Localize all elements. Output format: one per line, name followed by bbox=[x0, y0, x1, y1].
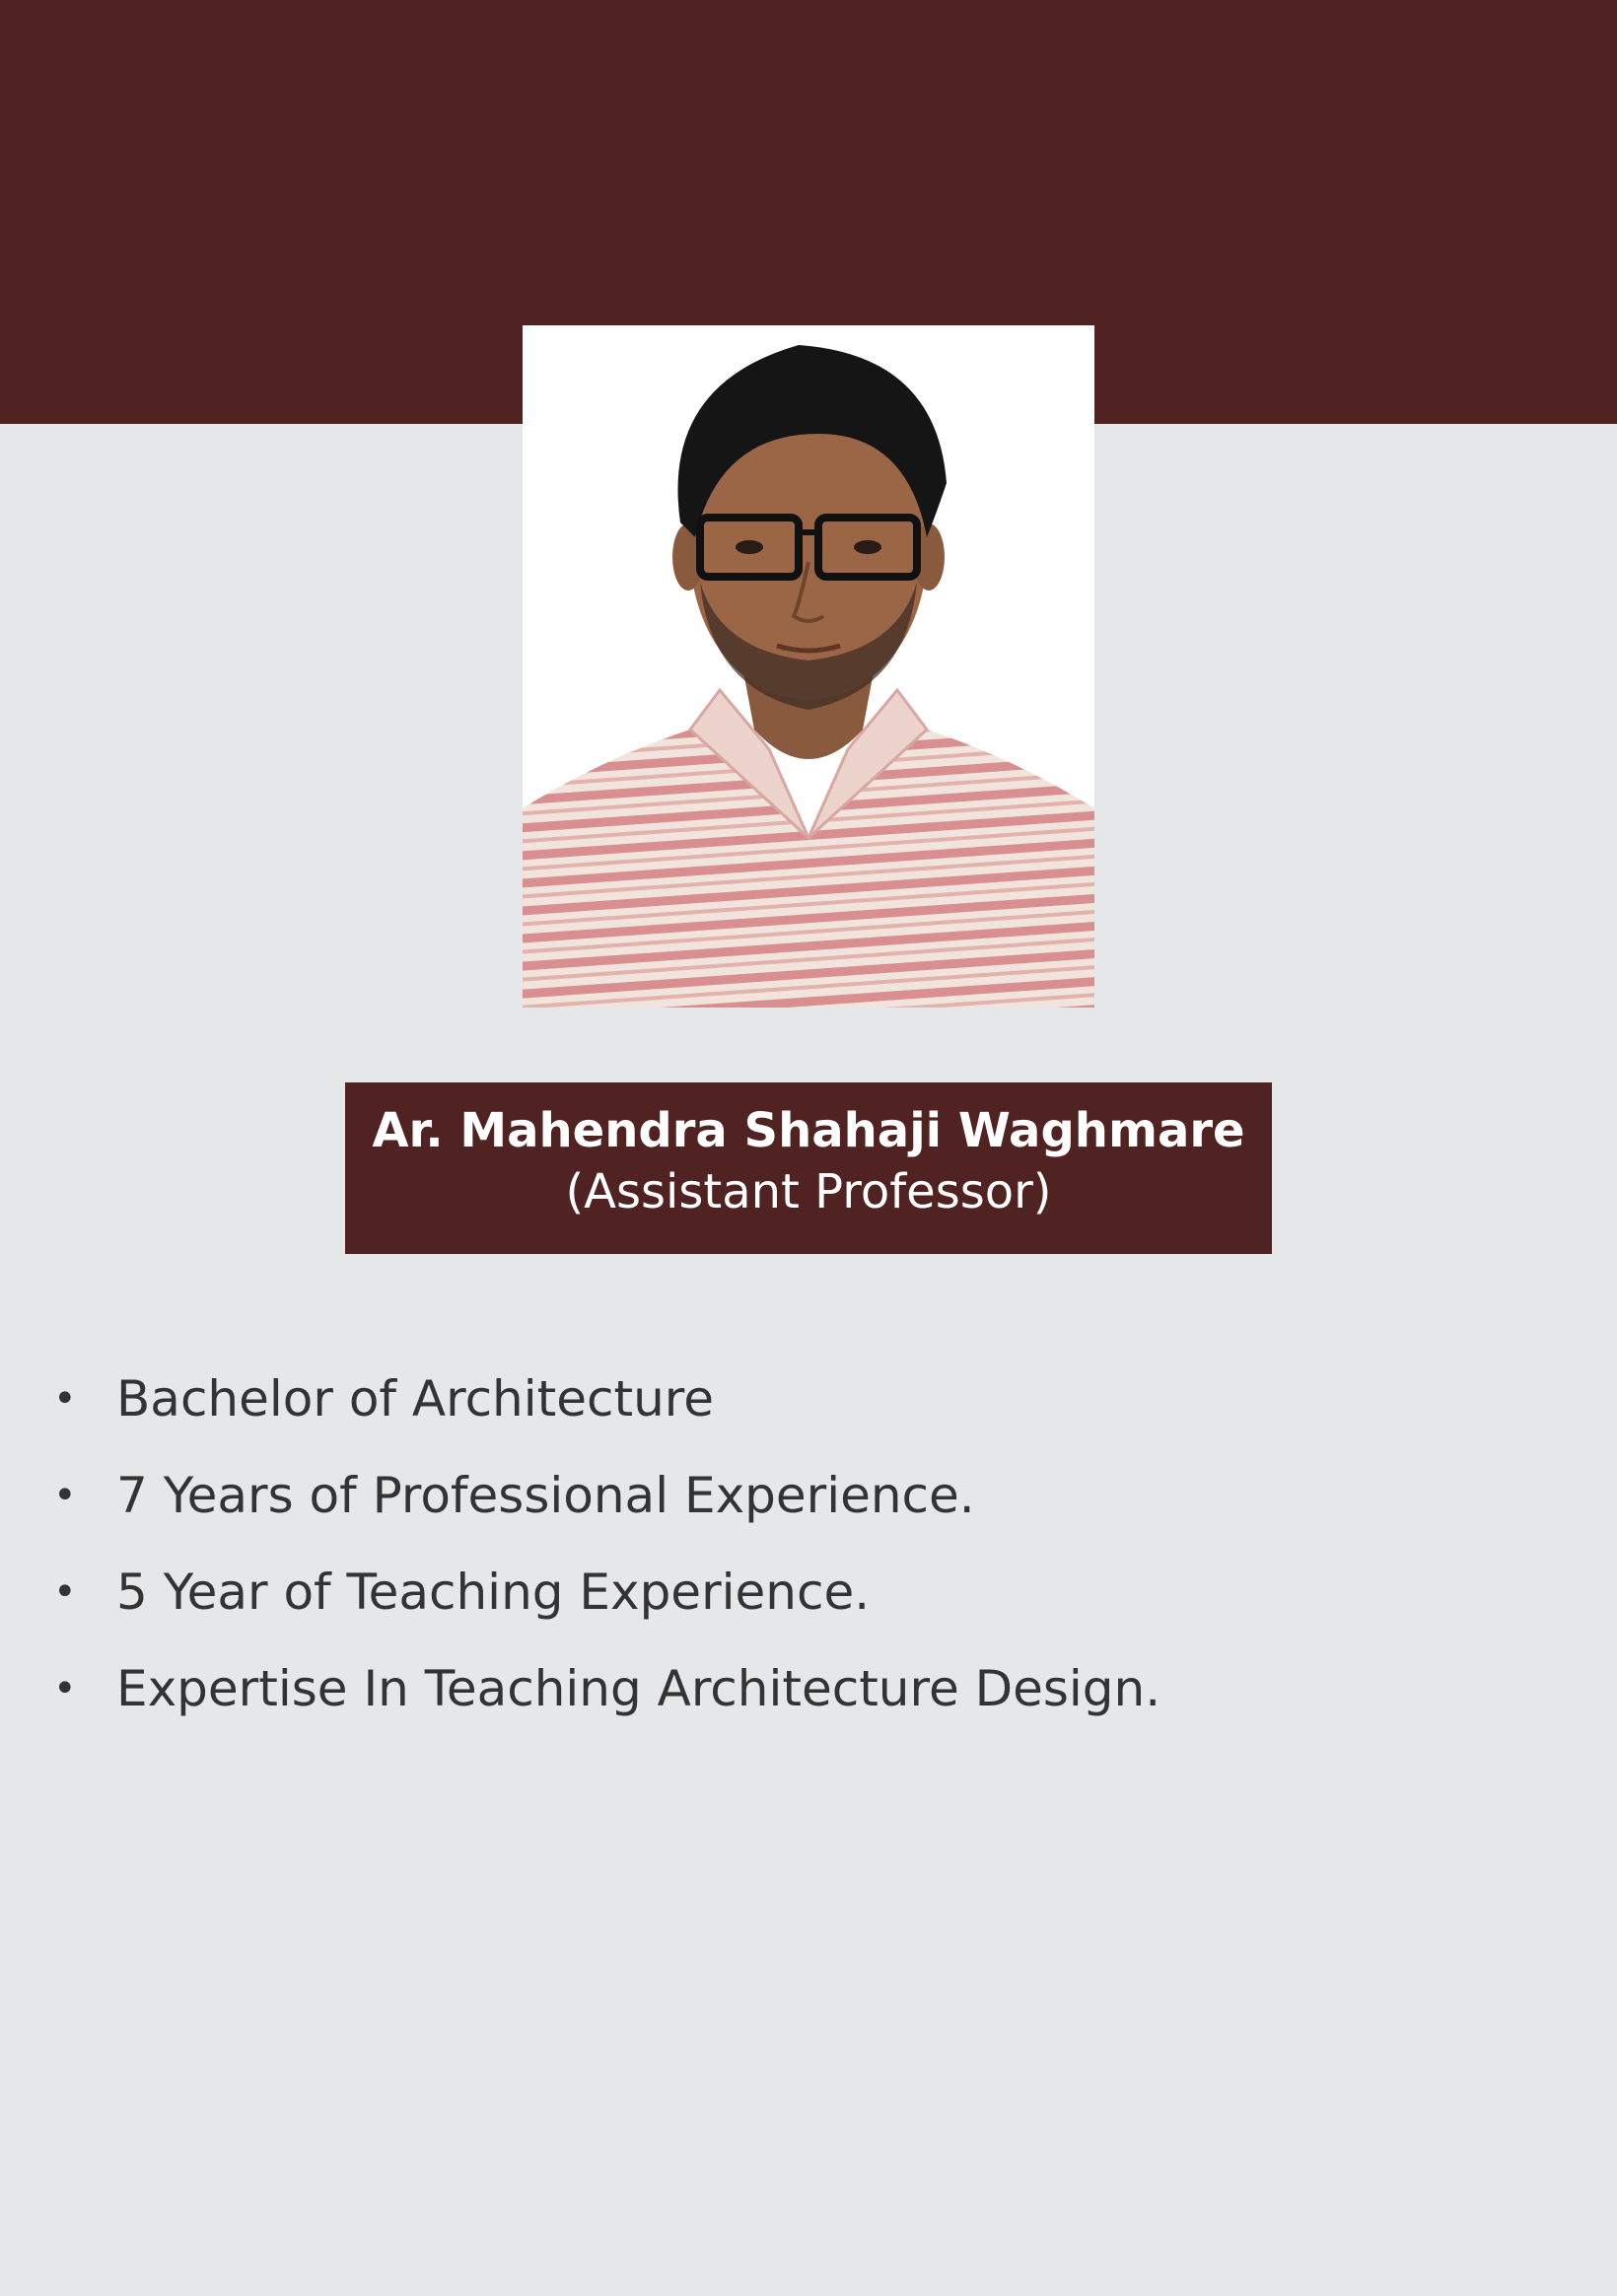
bullet-icon: • bbox=[53, 1376, 77, 1422]
faculty-name: Ar. Mahendra Shahaji Waghmare bbox=[372, 1103, 1245, 1158]
bullet-icon: • bbox=[53, 1473, 77, 1518]
bullet-icon: • bbox=[53, 1666, 77, 1711]
qualifications-list bbox=[53, 1351, 1160, 1737]
list-item bbox=[53, 1447, 1160, 1544]
list-item bbox=[53, 1351, 1160, 1447]
profile-photo bbox=[523, 325, 1094, 1008]
qualification-text: 5 Year of Teaching Experience. bbox=[116, 1564, 871, 1621]
name-plate bbox=[345, 1082, 1272, 1254]
qualification-text: Expertise In Teaching Architecture Design. bbox=[116, 1660, 1161, 1717]
qualification-text: Bachelor of Architecture bbox=[116, 1370, 715, 1427]
bullet-icon: • bbox=[53, 1569, 77, 1615]
qualification-text: 7 Years of Professional Experience. bbox=[116, 1467, 975, 1524]
list-item bbox=[53, 1640, 1160, 1737]
list-item bbox=[53, 1544, 1160, 1640]
faculty-designation: (Assistant Professor) bbox=[565, 1164, 1052, 1219]
